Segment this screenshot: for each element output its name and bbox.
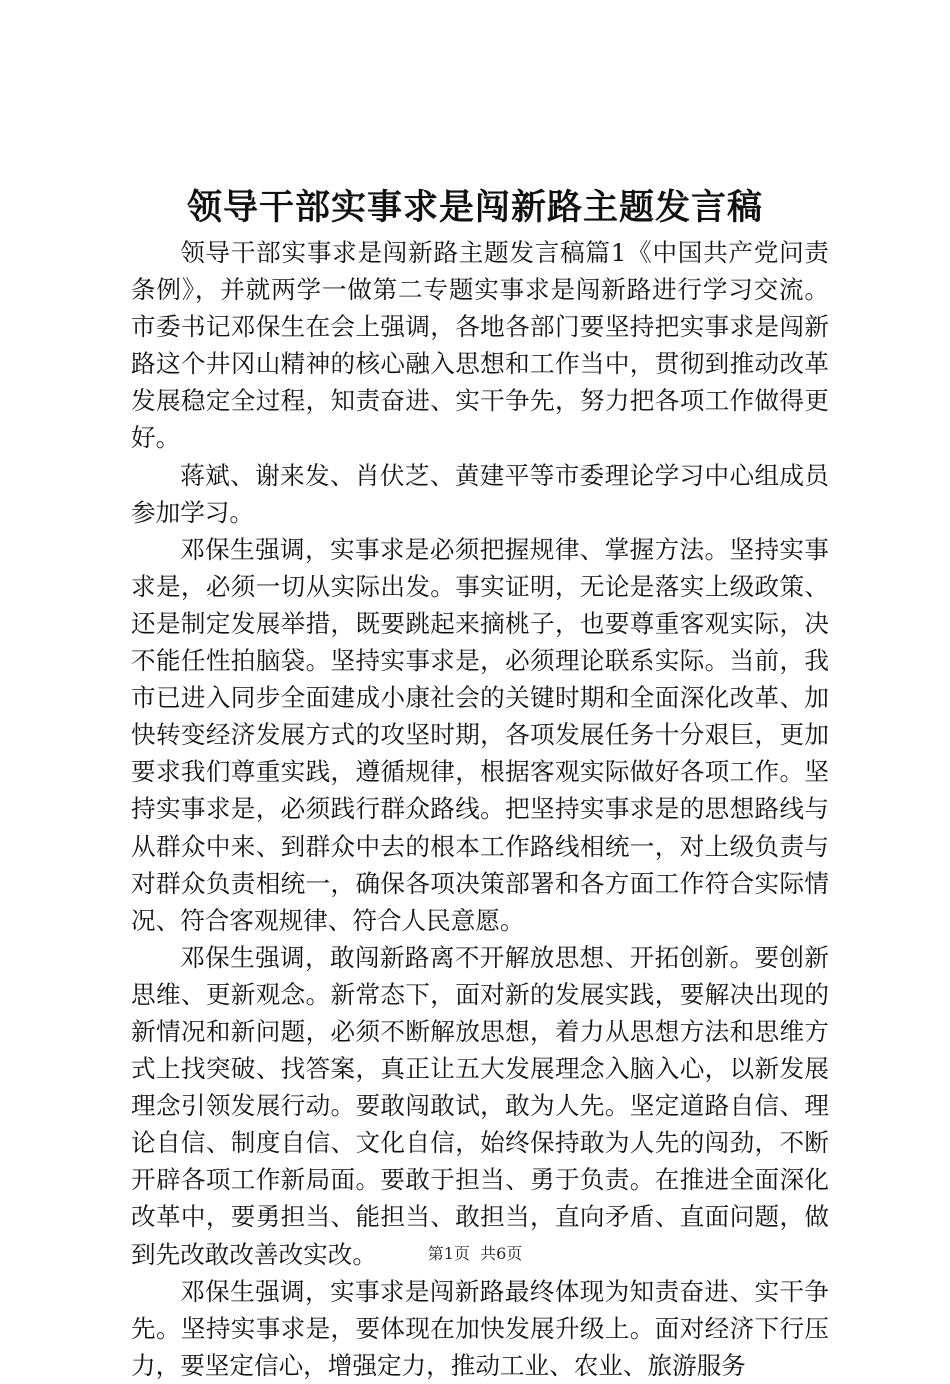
paragraph-5: 邓保生强调，实事求是闯新路最终体现为知责奋进、实干争先。坚持实事求是，要体现在加快发展升级上。面对经济下行压力，要坚定信心，增强定力，推动工业、农业、旅游服务 — [131, 1276, 829, 1380]
paragraph-4: 邓保生强调，敢闯新路离不开解放思想、开拓创新。要创新思维、更新观念。新常态下，面对新的发展实践，要解决出现的新情况和新问题，必须不断解放思想，着力从思想方法和思维方式上找突破、找答案，真正让五大发展理念入脑入心，以新发展理念引领发展行动。要敢闯敢试，敢为人先。坚定道路自信、理论自信、制度自信、文化自信，始终保持敢为人先的闯劲，不断开辟各项工作新局面。要敢于担当、勇于负责。在推进全面深化改革中，要勇担当、能担当、敢担当，直向矛盾、直面问题，做到先改敢改善改实改。 — [131, 942, 829, 1269]
paragraph-2: 蒋斌、谢来发、肖伏芝、黄建平等市委理论学习中心组成员参加学习。 — [131, 460, 829, 527]
page-number: 第1页 — [427, 1244, 470, 1263]
paragraph-3: 邓保生强调，实事求是必须把握规律、掌握方法。坚持实事求是，必须一切从实际出发。事实证明，无论是落实上级政策、还是制定发展举措，既要跳起来摘桃子，也要尊重客观实际，决不能任性拍脑袋。坚持实事求是，必须理论联系实际。当前，我市已进入同步全面建成小康社会的关键时期和全面深化改革、加快转变经济发展方式的攻坚时期，各项发展任务十分艰巨，更加要求我们尊重实践，遵循规律，根据客观实际做好各项工作。坚持实事求是，必须践行群众路线。把坚持实事求是的思想路线与从群众中来、到群众中去的根本工作路线相统一，对上级负责与对群众负责相统一，确保各项决策部署和各方面工作符合实际情况、符合客观规律、符合人民意愿。 — [131, 534, 829, 935]
document-title: 领导干部实事求是闯新路主题发言稿 — [186, 187, 763, 228]
page-footer — [0, 1244, 950, 1264]
document-body — [131, 234, 829, 1384]
paragraph-1: 领导干部实事求是闯新路主题发言稿篇1《中国共产党问责条例》，并就两学一做第二专题实事求是闯新路进行学习交流。市委书记邓保生在会上强调，各地各部门要坚持把实事求是闯新路这个井冈山精神的核心融入思想和工作当中，贯彻到推动改革发展稳定全过程，知责奋进、实干争先，努力把各项工作做得更好。 — [131, 238, 829, 453]
page-total: 共6页 — [480, 1244, 523, 1263]
